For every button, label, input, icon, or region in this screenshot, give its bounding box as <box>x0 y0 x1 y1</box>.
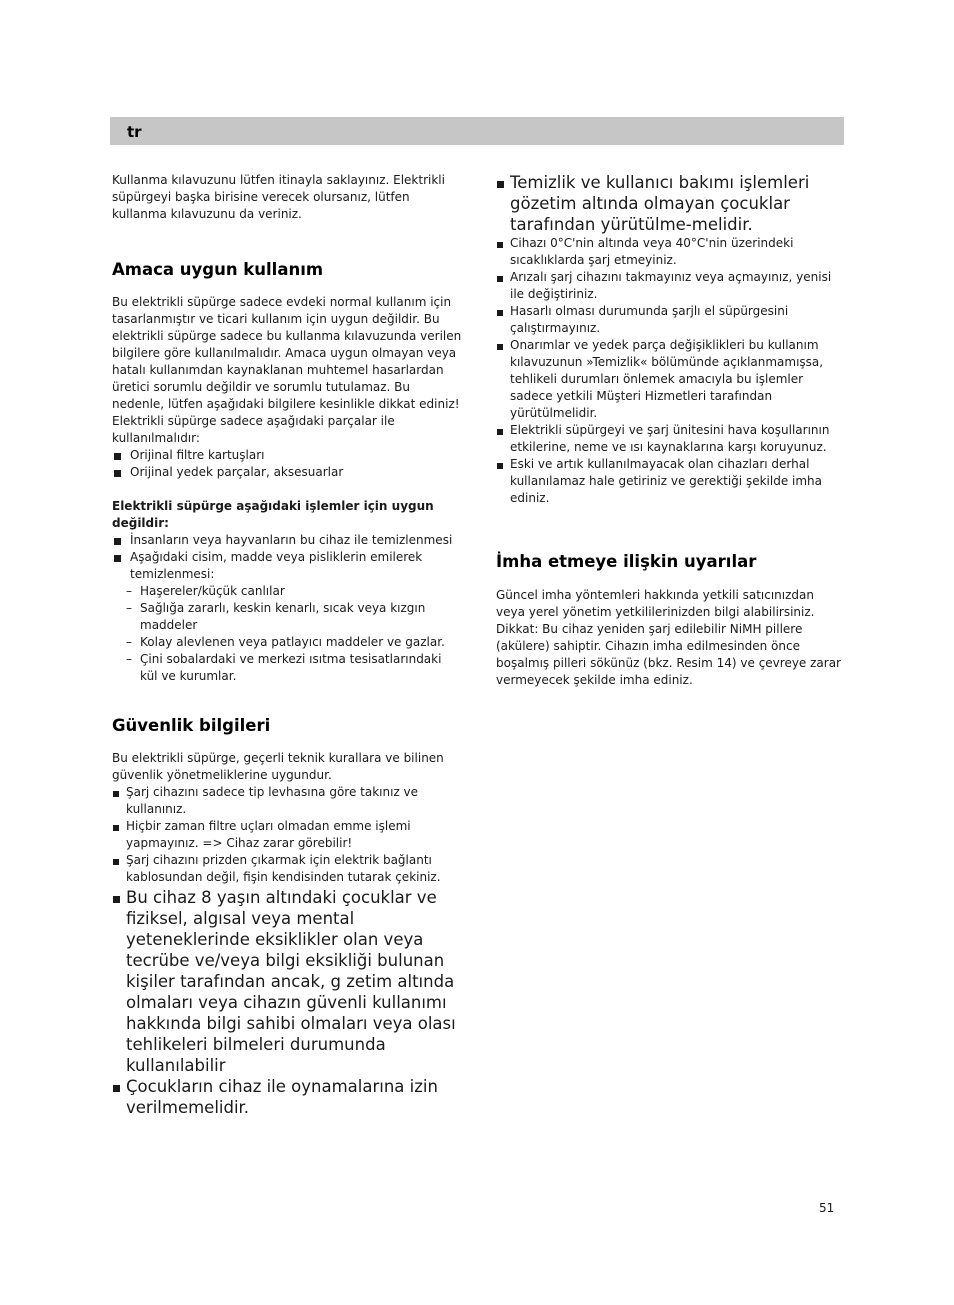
list-item: Temizlik ve kullanıcı bakımı işlemleri gözetim altında olmayan çocuklar tarafından yürütülme-melidir. <box>496 172 841 235</box>
right-column <box>496 172 841 689</box>
list-item: Elektrikli süpürgeyi ve şarj ünitesini hava koşullarının etkilerine, neme ve ısı kaynaklarına karşı koruyunuz. <box>496 422 841 456</box>
left-column <box>112 172 462 1118</box>
list-item: – Haşereler/küçük canlılar <box>112 583 462 600</box>
list-item: Cihazı 0°C'nin altında veya 40°C'nin üzerindeki sıcaklıklarda şarj etmeyiniz. <box>496 235 841 269</box>
parts-list <box>112 447 462 481</box>
intended-use-body: Bu elektrikli süpürge sadece evdeki normal kullanım için tasarlanmıştır ve ticari kullanım için uygun değildir. Bu elektrikli süpürge sadece bu kullanma kılavuzunda verilen bilgilere göre kullanılmalıdır. Amaca uygun olmayan veya hatalı kullanımdan kaynaklanan muhtemel hasarlardan üretici sorumlu değildir ve sorumlu tutulamaz. Bu nedenle, lütfen aşağıdaki bilgilere kesinlikle dikkat ediniz! <box>112 295 462 411</box>
safety-list <box>112 784 462 886</box>
list-item: – Sağlığa zararlı, keskin kenarlı, sıcak veya kızgın maddeler <box>112 600 462 634</box>
not-suitable-heading: Elektrikli süpürge aşağıdaki işlemler için uygun değildir: <box>112 499 434 530</box>
list-item: Çocukların cihaz ile oynamalarına izin verilmemelidir. <box>112 1076 462 1118</box>
not-suitable-list <box>112 532 462 583</box>
safety-body: Bu elektrikli süpürge, geçerli teknik kurallara ve bilinen güvenlik yönetmeliklerine uygundur. <box>112 751 444 782</box>
supervision-list <box>496 172 841 235</box>
disposal-body: Güncel imha yöntemleri hakkında yetkili satıcınızdan veya yerel yönetim yetkililerinizden bilgi alabilirsiniz. Dikkat: Bu cihaz yeniden şarj edilebilir NiMH pillere (akülere) sahiptir. Cihazın imha edilmesinden önce boşalmış pilleri sökünüz (bkz. Resim 14) ve çevreye zarar vermeyecek şekilde imha ediniz. <box>496 588 841 687</box>
list-item: Orijinal filtre kartuşları <box>112 447 462 464</box>
list-item: Aşağıdaki cisim, madde veya pisliklerin emilerek temizlenmesi: <box>112 549 462 583</box>
intro-text: Kullanma kılavuzunu lütfen itinayla saklayınız. Elektrikli süpürgeyi başka birisine verecek olursanız, lütfen kullanma kılavuzunu da veriniz. <box>112 173 445 221</box>
list-item: İnsanların veya hayvanların bu cihaz ile temizlenmesi <box>112 532 462 549</box>
list-item: – Çini sobalardaki ve merkezi ısıtma tesisatlarındaki kül ve kurumlar. <box>112 651 462 685</box>
list-item: Arızalı şarj cihazını takmayınız veya açmayınız, yenisi ile değiştiriniz. <box>496 269 841 303</box>
safety-heading: Güvenlik bilgileri <box>112 716 271 735</box>
language-code: tr <box>127 123 142 141</box>
not-suitable-sublist <box>112 583 462 685</box>
parts-intro: Elektrikli süpürge sadece aşağıdaki parçalar ile kullanılmalıdır: <box>112 414 395 445</box>
list-item: Orijinal yedek parçalar, aksesuarlar <box>112 464 462 481</box>
list-item: Bu cihaz 8 yaşın altındaki çocuklar ve fiziksel, algısal veya mental yeteneklerinde eksiklikler olan veya tecrübe ve/veya bilgi eksikliği bulunan kişiler tarafından ancak, g zetim altında olmaları veya cihazın güvenli kullanımı hakkında bilgi sahibi olmaları veya olası tehlikeleri bilmeleri durumunda kullanılabilir <box>112 887 462 1076</box>
list-item: Hiçbir zaman filtre uçları olmadan emme işlemi yapmayınız. => Cihaz zarar görebilir! <box>112 818 462 852</box>
safety-important-list <box>112 887 462 1118</box>
list-item: – Kolay alevlenen veya patlayıcı maddeler ve gazlar. <box>112 634 462 651</box>
disposal-heading: İmha etmeye ilişkin uyarılar <box>496 552 757 571</box>
list-item: Şarj cihazını sadece tip levhasına göre takınız ve kullanınız. <box>112 784 462 818</box>
list-item: Şarj cihazını prizden çıkarmak için elektrik bağlantı kablosundan değil, fişin kendisinden tutarak çekiniz. <box>112 852 462 886</box>
list-item: Hasarlı olması durumunda şarjlı el süpürgesini çalıştırmayınız. <box>496 303 841 337</box>
page-number: 51 <box>819 1201 835 1215</box>
language-header-bar <box>110 117 844 145</box>
list-item: Eski ve artık kullanılmayacak olan cihazları derhal kullanılamaz hale getiriniz ve gerektiği şekilde imha ediniz. <box>496 456 841 507</box>
intended-use-heading: Amaca uygun kullanım <box>112 260 324 279</box>
list-item: Onarımlar ve yedek parça değişiklikleri bu kullanım kılavuzunun »Temizlik« bölümünde açıklanmamışsa, tehlikeli durumları önlemek amacıyla bu işlemler sadece yetkili Müşteri Hizmetleri tarafından yürütülmelidir. <box>496 337 841 422</box>
safety-list-continued <box>496 235 841 507</box>
